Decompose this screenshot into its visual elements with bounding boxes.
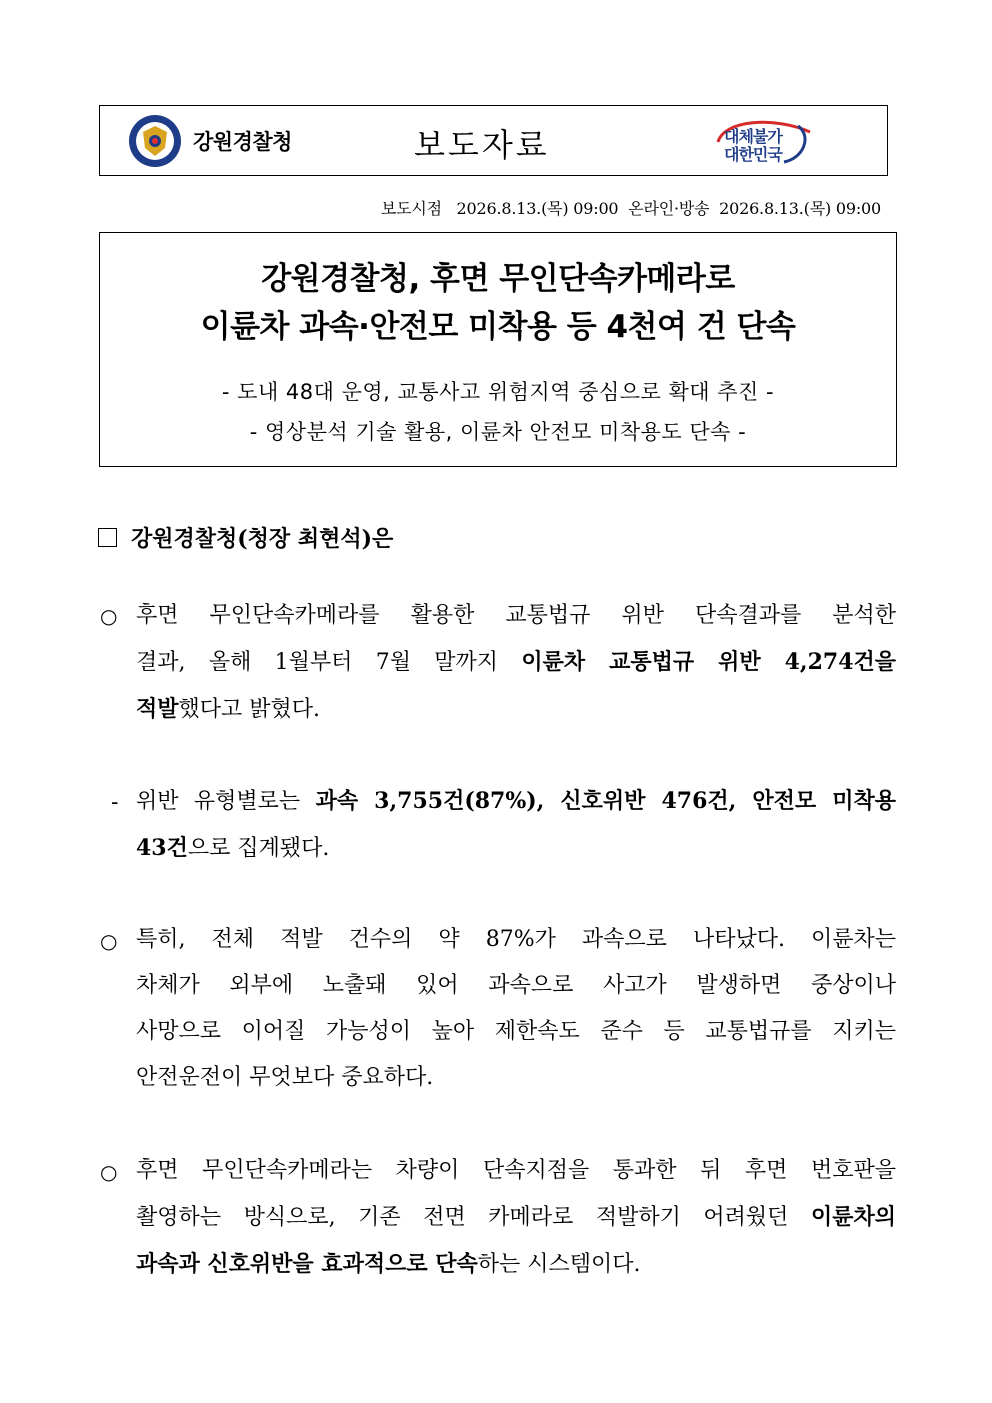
police-emblem-icon [128, 114, 182, 168]
p3-line-4: 안전운전이 무엇보다 중요하다. [136, 1065, 434, 1090]
release-time-line [381, 196, 881, 219]
bullet-dash: - [111, 790, 119, 815]
p2-line-2-bold: 43건 [136, 835, 188, 861]
p4-line-2 [136, 1194, 896, 1241]
p1-line-3 [136, 686, 896, 733]
p3-line-1: 특히, 전체 적발 건수의 약 87%가 과속으로 나타났다. 이륜차는 [136, 927, 896, 952]
p3-line-3: 사망으로 이어질 가능성이 높아 제한속도 준수 등 교통법규를 지키는 [136, 1019, 896, 1044]
p1-line-1: 후면 무인단속카메라를 활용한 교통법규 위반 단속결과를 분석한 [136, 603, 896, 628]
release-label: 보도시점 [380, 199, 442, 218]
headline-line-2: 이륜차 과속·안전모 미착용 등 4천여 건 단속 [200, 309, 796, 345]
slogan-line-2: 대한민국 [724, 145, 782, 164]
paragraph-4 [136, 1148, 896, 1288]
p2-line-1-bold: 과속 3,755건(87%), 신호위반 476건, 안전모 미착용 [315, 788, 896, 814]
p2-line-1-plain: 위반 유형별로는 [136, 789, 316, 814]
checkbox-square-icon [98, 528, 117, 547]
paragraph-1 [136, 593, 896, 733]
online-release-label: 온라인·방송 [628, 199, 710, 218]
section-heading-text: 강원경찰청(청장 최현석)은 [131, 526, 394, 552]
slogan-line-1: 대체불가 [724, 127, 782, 146]
p4-line-2-bold: 이륜차의 [810, 1204, 896, 1230]
p1-line-2 [136, 639, 896, 686]
p4-line-2-plain: 촬영하는 방식으로, 기존 전면 카메라로 적발하기 어려웠던 [136, 1205, 811, 1230]
subheadline-1: - 도내 48대 운영, 교통사고 위험지역 중심으로 확대 추진 - [221, 380, 775, 404]
paragraph-2 [136, 778, 896, 872]
p4-line-3-plain: 하는 시스템이다. [477, 1252, 641, 1277]
p2-line-2 [136, 825, 896, 872]
p2-line-1 [136, 778, 896, 825]
bullet-circle-2: ○ [100, 929, 118, 953]
header-box [99, 105, 888, 176]
bullet-circle-1: ○ [100, 604, 118, 628]
p1-line-2-plain: 결과, 올해 1월부터 7월 말까지 [136, 650, 522, 675]
online-release-time: 2026.8.13.(목) 09:00 [719, 199, 881, 218]
paragraph-3 [136, 917, 896, 1101]
release-time: 2026.8.13.(목) 09:00 [456, 199, 619, 218]
p4-line-1: 후면 무인단속카메라는 차량이 단속지점을 통과한 뒤 후면 번호판을 [136, 1158, 896, 1183]
p3-line-2: 차체가 외부에 노출돼 있어 과속으로 사고가 발생하면 중상이나 [136, 973, 896, 998]
document-type-title: 보도자료 [414, 126, 550, 164]
p4-line-3-bold: 과속과 신호위반을 효과적으로 단속 [136, 1251, 478, 1277]
title-box [99, 232, 897, 467]
p2-line-2-plain: 으로 집계됐다. [187, 836, 330, 861]
p1-line-2-bold: 이륜차 교통법규 위반 4,274건을 [521, 649, 896, 675]
headline-line-1: 강원경찰청, 후면 무인단속카메라로 [261, 261, 735, 297]
section-heading [98, 522, 393, 553]
p1-line-3-bold: 적발 [136, 696, 179, 722]
bullet-circle-3: ○ [100, 1160, 118, 1184]
p1-line-3-plain: 했다고 밝혔다. [178, 697, 321, 722]
agency-name: 강원경찰청 [193, 130, 292, 154]
p4-line-3 [136, 1241, 896, 1288]
subheadline-2: - 영상분석 기술 활용, 이륜차 안전모 미착용도 단속 - [249, 420, 747, 444]
slogan-logo [714, 118, 814, 166]
